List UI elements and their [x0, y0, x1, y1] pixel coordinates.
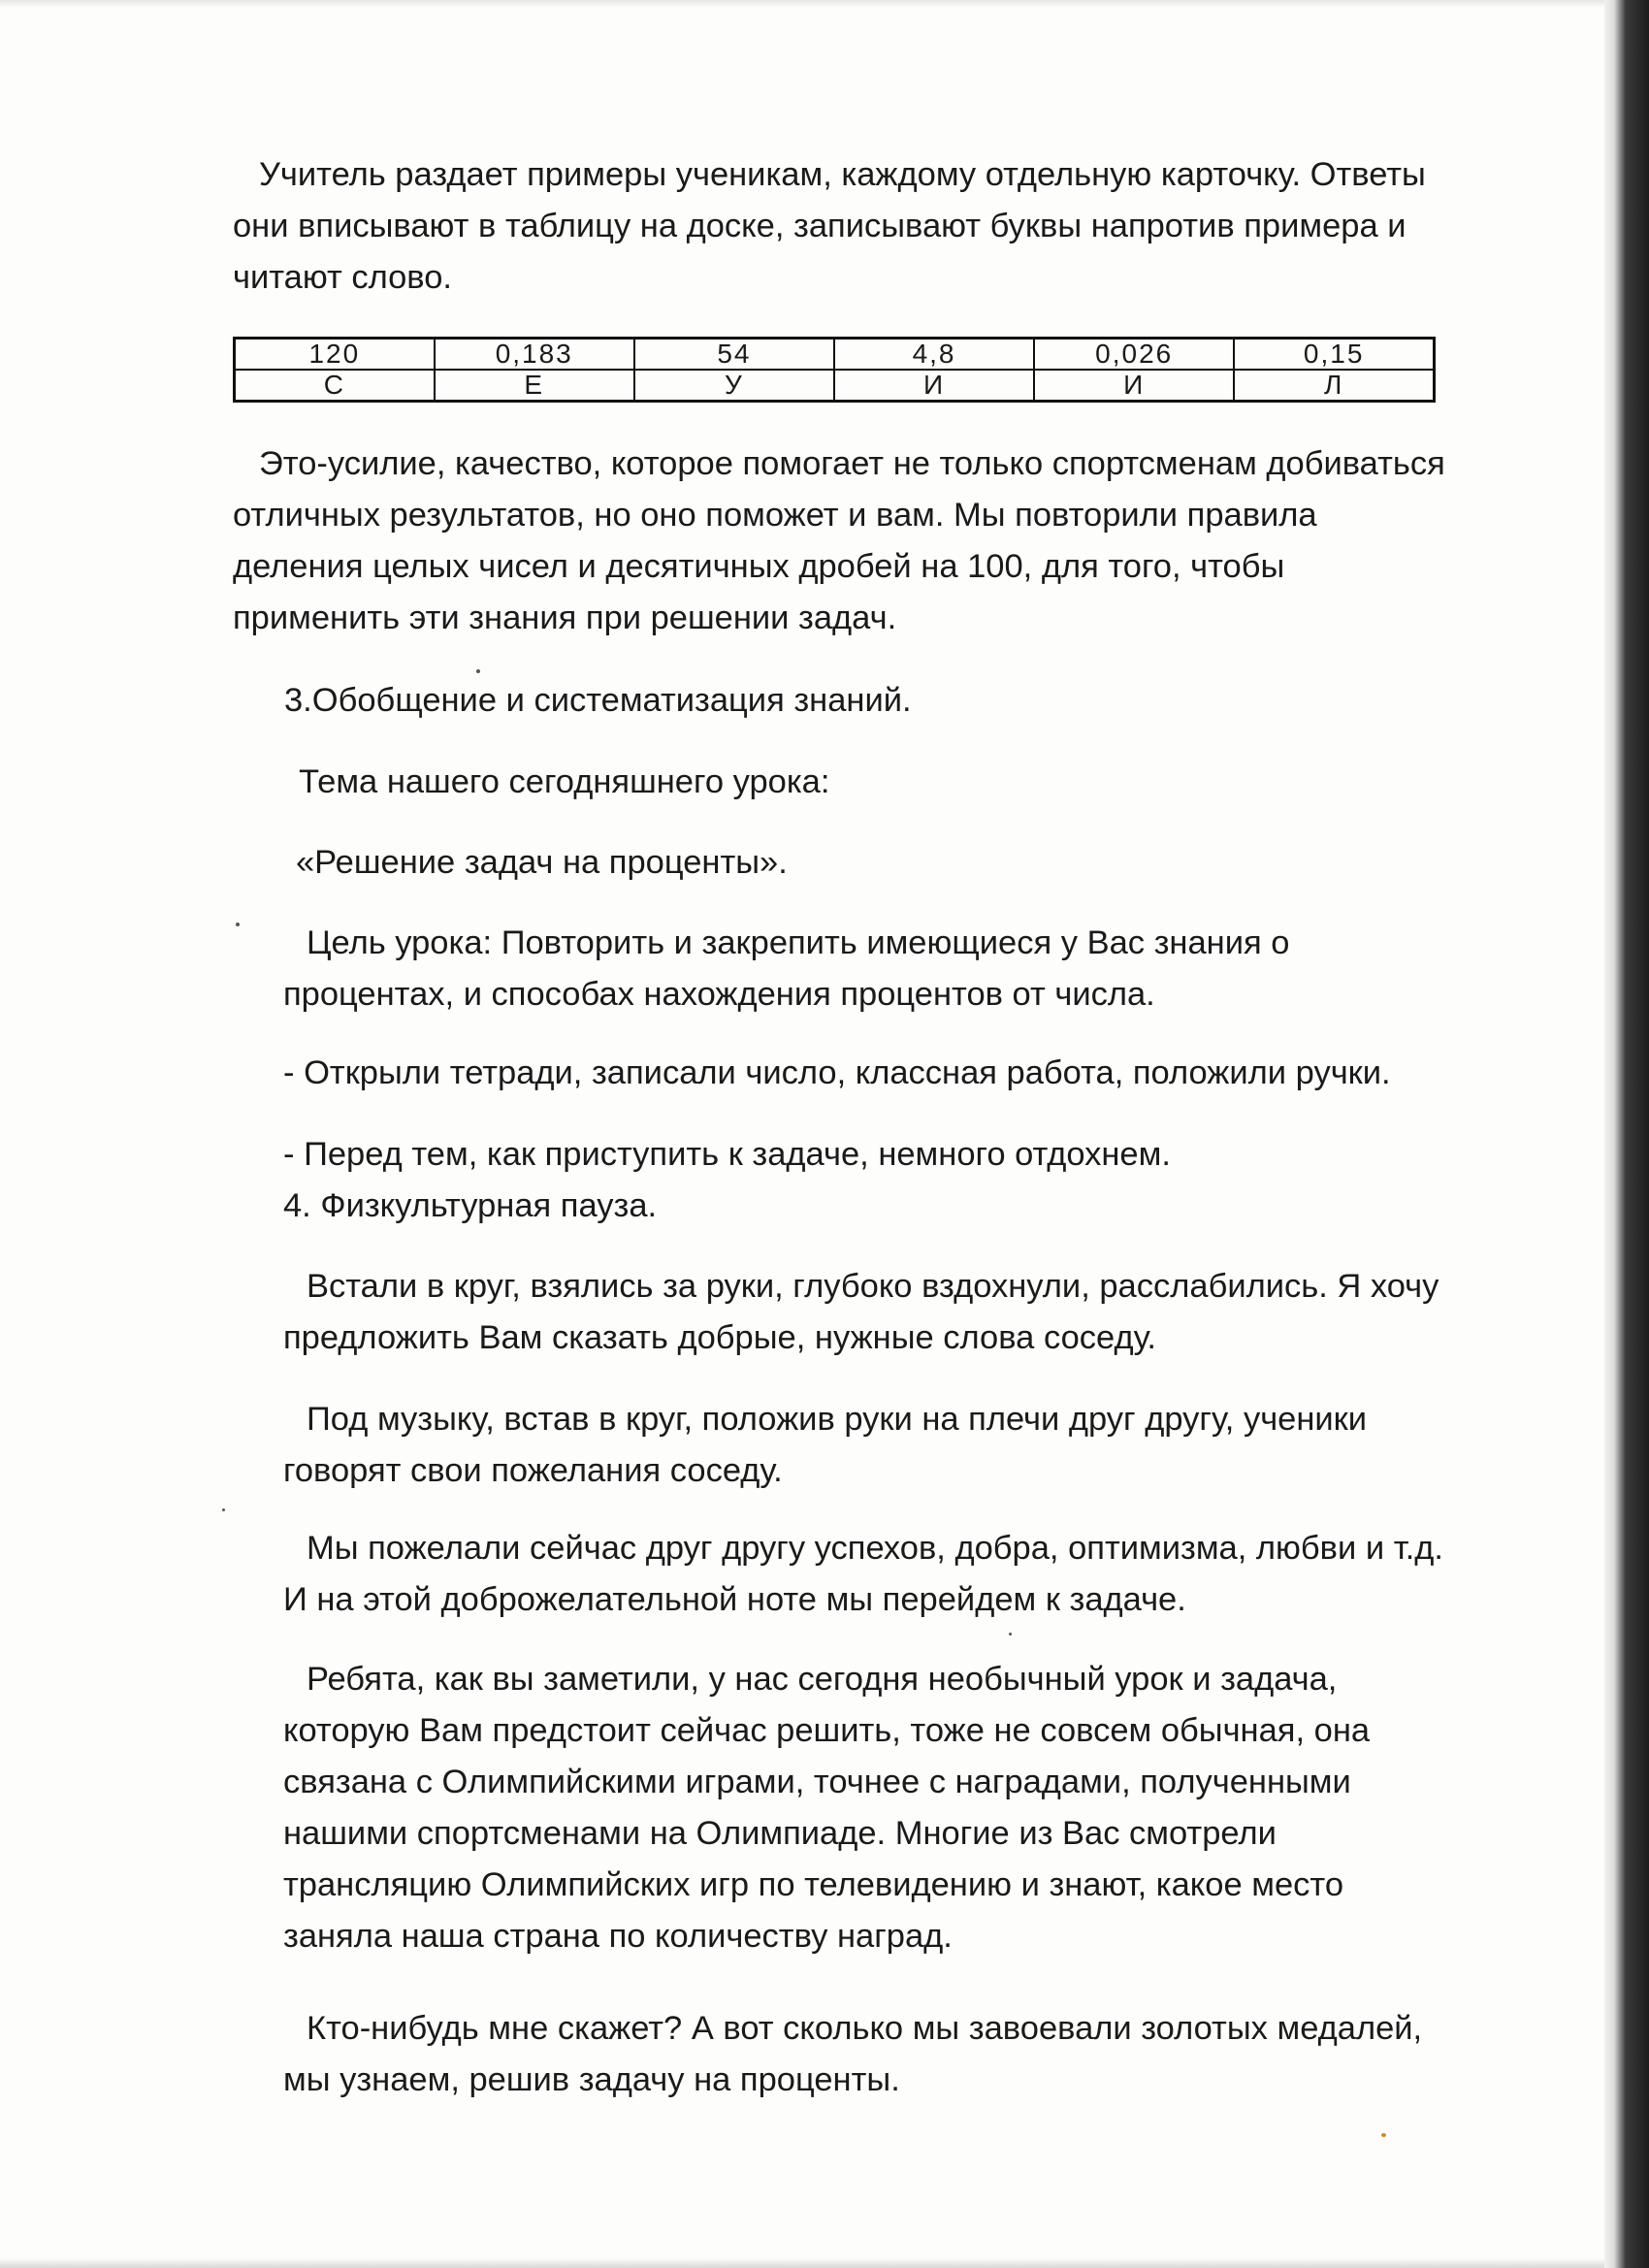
scan-speck — [1009, 1633, 1012, 1636]
scan-speck — [476, 669, 480, 673]
text-line: они вписывают в таблицу на доске, записывают буквы напротив примера и — [233, 208, 1406, 244]
table-cell: 0,026 — [1034, 339, 1234, 371]
circle-paragraph — [283, 1261, 1439, 1364]
answers-row — [235, 339, 1435, 371]
topic-intro: Тема нашего сегодняшнего урока: — [299, 763, 830, 800]
table-cell: С — [235, 370, 435, 402]
table-cell: 4,8 — [834, 339, 1034, 371]
closing-paragraph — [283, 2003, 1422, 2106]
table-cell: 0,15 — [1234, 339, 1434, 371]
answer-letter-table — [233, 337, 1436, 403]
scan-speck — [1381, 2133, 1386, 2137]
text-line: читают слово. — [233, 259, 453, 296]
text-line: применить эти знания при решении задач. — [233, 599, 897, 636]
text-line: Ребята, как вы заметили, у нас сегодня необычный урок и задача, — [307, 1661, 1338, 1698]
text-line: процентах, и способах нахождения процентов от числа. — [283, 976, 1155, 1013]
text-line: говорят свои пожелания соседу. — [283, 1452, 783, 1489]
instruction-rest: - Перед тем, как приступить к задаче, немного отдохнем. — [283, 1136, 1171, 1173]
wishes-paragraph — [283, 1523, 1443, 1626]
text-line: отличных результатов, но оно поможет и вам. Мы повторили правила — [233, 497, 1317, 534]
text-line: Это-усилие, качество, которое помогает не только спортсменам добиваться — [259, 445, 1445, 482]
table-cell: 120 — [235, 339, 435, 371]
text-line: Под музыку, встав в круг, положив руки на плечи друг другу, ученики — [307, 1401, 1368, 1438]
table-cell: Л — [1234, 370, 1434, 402]
text-line: деления целых чисел и десятичных дробей на 100, для того, чтобы — [233, 548, 1285, 585]
topic-title: «Решение задач на проценты». — [296, 844, 788, 881]
text-line: И на этой доброжелательной ноте мы перейдем к задаче. — [283, 1581, 1186, 1618]
scan-speck — [222, 1508, 225, 1511]
instruction-notebooks: - Открыли тетради, записали число, классная работа, положили ручки. — [283, 1054, 1391, 1091]
table-cell: И — [834, 370, 1034, 402]
text-line: предложить Вам сказать добрые, нужные слова соседу. — [283, 1319, 1156, 1356]
intro-paragraph — [233, 149, 1426, 304]
text-line: Мы пожелали сейчас друг другу успехов, добра, оптимизма, любви и т.д. — [307, 1530, 1443, 1567]
olympics-paragraph — [283, 1654, 1370, 1962]
letters-row — [235, 370, 1435, 402]
table-cell: У — [634, 370, 834, 402]
scan-bottom-shadow — [0, 2258, 1604, 2268]
scan-right-edge — [1604, 0, 1649, 2268]
text-line: заняла наша страна по количеству наград. — [283, 1918, 953, 1955]
table-cell: 0,183 — [435, 339, 634, 371]
scan-top-shadow — [0, 0, 1604, 8]
text-line: Учитель раздает примеры ученикам, каждому отдельную карточку. Ответы — [259, 156, 1426, 193]
text-line: трансляцию Олимпийских игр по телевидению и знают, какое место — [283, 1866, 1343, 1903]
lesson-goal — [283, 918, 1289, 1021]
text-line: которую Вам предстоит сейчас решить, тоже не совсем обычная, она — [283, 1712, 1371, 1749]
music-paragraph — [283, 1394, 1367, 1497]
text-line: мы узнаем, решив задачу на проценты. — [283, 2061, 900, 2098]
text-line: связана с Олимпийскими играми, точнее с наградами, полученными — [283, 1764, 1351, 1800]
scan-speck — [236, 923, 240, 926]
section-3-heading: 3.Обобщение и систематизация знаний. — [284, 682, 912, 719]
table-cell: 54 — [634, 339, 834, 371]
text-line: Кто-нибудь мне скажет? А вот сколько мы завоевали золотых медалей, — [307, 2010, 1423, 2047]
section-4-heading: 4. Физкультурная пауза. — [283, 1187, 658, 1224]
text-line: Встали в круг, взялись за руки, глубоко вздохнули, расслабились. Я хочу — [307, 1268, 1439, 1305]
table-cell: И — [1034, 370, 1234, 402]
explanation-paragraph — [233, 438, 1445, 644]
table-cell: Е — [435, 370, 634, 402]
text-line: нашими спортсменами на Олимпиаде. Многие из Вас смотрели — [283, 1815, 1277, 1852]
text-line: Цель урока: Повторить и закрепить имеющиеся у Вас знания о — [307, 924, 1290, 961]
